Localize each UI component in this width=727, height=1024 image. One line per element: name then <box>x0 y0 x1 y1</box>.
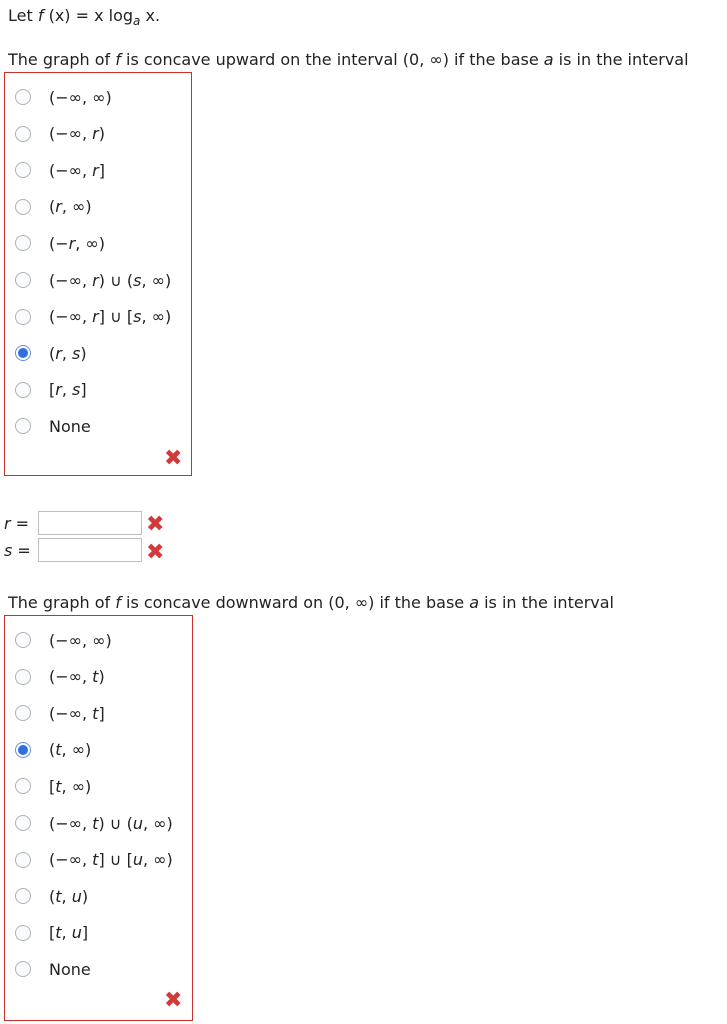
q2-incorrect-icon: ✖ <box>164 988 183 1013</box>
radio-icon[interactable] <box>15 382 31 398</box>
q2-prompt-f: f <box>115 593 121 612</box>
q2-option-7[interactable] <box>5 842 173 878</box>
question-1-prompt <box>8 50 689 69</box>
q1-option-label: (−∞, r] ∪ [s, ∞) <box>49 307 172 327</box>
r-label: r = <box>4 514 30 533</box>
q1-option-5[interactable] <box>5 225 105 261</box>
radio-icon[interactable] <box>15 309 31 325</box>
function-f: f <box>37 6 44 25</box>
radio-selected-icon[interactable] <box>15 742 31 758</box>
s-label: s = <box>4 541 31 560</box>
radio-selected-icon[interactable] <box>15 345 31 361</box>
q1-option-label: (r, s) <box>49 343 87 363</box>
radio-icon[interactable] <box>15 888 31 904</box>
function-tail: x. <box>140 6 161 25</box>
q2-option-label: (−∞, t) <box>49 667 105 687</box>
radio-icon[interactable] <box>15 852 31 868</box>
s-input[interactable] <box>38 538 142 562</box>
q2-prompt-a: a <box>469 593 480 612</box>
q1-option-label: None <box>49 416 91 436</box>
radio-icon[interactable] <box>15 705 31 721</box>
q1-option-10[interactable] <box>5 408 91 444</box>
q2-option-label: (−∞, t) ∪ (u, ∞) <box>49 813 173 833</box>
r-input[interactable] <box>38 511 142 535</box>
function-expression: (x) = x log <box>43 6 134 25</box>
radio-icon[interactable] <box>15 89 31 105</box>
radio-icon[interactable] <box>15 815 31 831</box>
radio-icon[interactable] <box>15 199 31 215</box>
q1-option-8[interactable] <box>5 335 87 371</box>
q2-option-1[interactable] <box>5 622 112 658</box>
q2-option-label: (−∞, ∞) <box>49 630 112 650</box>
q2-option-label: (t, u) <box>49 886 89 906</box>
q2-prompt-pre: The graph of <box>8 593 116 612</box>
q1-option-label: (−∞, r] <box>49 160 105 180</box>
radio-icon[interactable] <box>15 162 31 178</box>
q1-option-4[interactable] <box>5 189 92 225</box>
q1-option-label: [r, s] <box>49 380 87 400</box>
q1-prompt-mid: is concave upward on the interval (0, ∞) if the base <box>120 50 544 69</box>
radio-icon[interactable] <box>15 632 31 648</box>
question-1-answer-box <box>4 72 192 476</box>
q2-option-label: (−∞, t] <box>49 703 105 723</box>
q2-option-6[interactable] <box>5 805 173 841</box>
q2-option-label: (t, ∞) <box>49 740 92 760</box>
q1-option-9[interactable] <box>5 372 87 408</box>
q2-option-5[interactable] <box>5 768 91 804</box>
question-2-prompt <box>8 593 614 612</box>
q2-option-label: (−∞, t] ∪ [u, ∞) <box>49 850 173 870</box>
q1-option-3[interactable] <box>5 152 105 188</box>
q1-option-1[interactable] <box>5 79 112 115</box>
q2-prompt-post: is in the interval <box>479 593 614 612</box>
radio-icon[interactable] <box>15 126 31 142</box>
q1-prompt-f: f <box>115 50 121 69</box>
radio-icon[interactable] <box>15 961 31 977</box>
q1-option-6[interactable] <box>5 262 171 298</box>
q1-option-label: (−∞, r) <box>49 124 105 144</box>
problem-statement <box>8 6 160 28</box>
radio-icon[interactable] <box>15 778 31 794</box>
q1-prompt-post: is in the interval <box>553 50 689 69</box>
radio-icon[interactable] <box>15 235 31 251</box>
q2-option-label: None <box>49 959 91 979</box>
q1-option-label: (r, ∞) <box>49 197 92 217</box>
q2-option-3[interactable] <box>5 695 105 731</box>
s-incorrect-icon: ✖ <box>146 540 165 565</box>
q2-option-label: [t, u] <box>49 923 89 943</box>
radio-icon[interactable] <box>15 418 31 434</box>
q1-option-7[interactable] <box>5 299 171 335</box>
q1-option-2[interactable] <box>5 116 105 152</box>
r-incorrect-icon: ✖ <box>146 512 165 537</box>
radio-icon[interactable] <box>15 272 31 288</box>
question-2-answer-box <box>4 615 193 1021</box>
q2-option-8[interactable] <box>5 878 88 914</box>
radio-icon[interactable] <box>15 925 31 941</box>
q2-option-9[interactable] <box>5 915 88 951</box>
log-base: a <box>133 14 141 28</box>
q1-incorrect-icon: ✖ <box>164 446 183 471</box>
q2-option-2[interactable] <box>5 659 105 695</box>
q2-prompt-mid: is concave downward on (0, ∞) if the base <box>120 593 470 612</box>
q2-option-label: [t, ∞) <box>49 776 92 796</box>
q1-prompt-a: a <box>543 50 554 69</box>
q1-option-label: (−r, ∞) <box>49 233 105 253</box>
q2-option-10[interactable] <box>5 951 91 987</box>
let-text: Let <box>8 6 38 25</box>
q1-option-label: (−∞, ∞) <box>49 87 112 107</box>
radio-icon[interactable] <box>15 669 31 685</box>
q2-option-4[interactable] <box>5 732 91 768</box>
q1-prompt-pre: The graph of <box>8 50 116 69</box>
q1-option-label: (−∞, r) ∪ (s, ∞) <box>49 270 172 290</box>
